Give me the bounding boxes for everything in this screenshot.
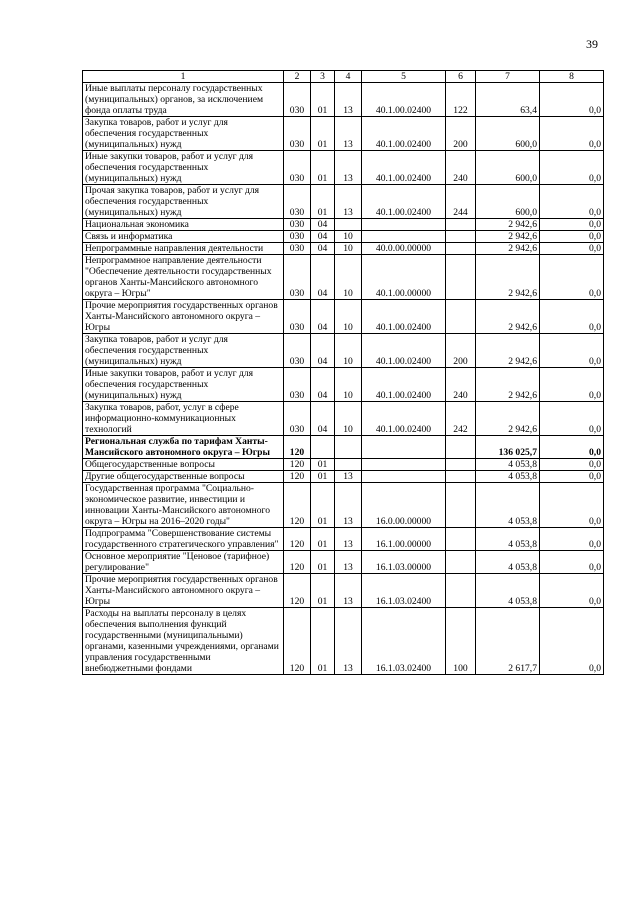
row-csr: 16.1.00.00000 bbox=[362, 528, 446, 551]
table-row bbox=[83, 151, 604, 185]
row-amount-2: 0,0 bbox=[540, 436, 604, 459]
row-vr: 240 bbox=[446, 151, 476, 185]
row-gr: 120 bbox=[284, 436, 311, 459]
row-csr: 40.1.00.02400 bbox=[362, 368, 446, 402]
row-amount-2: 0,0 bbox=[540, 151, 604, 185]
row-amount-2: 0,0 bbox=[540, 459, 604, 471]
page-number: 39 bbox=[586, 37, 598, 51]
row-pr: 10 bbox=[335, 334, 362, 368]
row-amount-2: 0,0 bbox=[540, 185, 604, 219]
budget-table bbox=[82, 70, 604, 675]
header-cell: 6 bbox=[446, 71, 476, 83]
header-cell: 2 bbox=[284, 71, 311, 83]
row-vr: 244 bbox=[446, 185, 476, 219]
row-gr: 120 bbox=[284, 551, 311, 574]
row-amount-2: 0,0 bbox=[540, 255, 604, 300]
row-amount: 136 025,7 bbox=[476, 436, 540, 459]
row-amount-2: 0,0 bbox=[540, 402, 604, 436]
table-row bbox=[83, 243, 604, 255]
row-csr: 16.0.00.00000 bbox=[362, 483, 446, 528]
row-amount: 2 942,6 bbox=[476, 334, 540, 368]
row-vr: 122 bbox=[446, 83, 476, 117]
row-name: Государственная программа "Социально-экономическое развитие, инвестиции и инновации Ханты-Мансийского автономного округа – Югры на 2016–2020 годы" bbox=[83, 483, 284, 528]
row-pr: 13 bbox=[335, 551, 362, 574]
table-row bbox=[83, 551, 604, 574]
row-name: Закупка товаров, работ и услуг для обеспечения государственных (муниципальных) нужд bbox=[83, 334, 284, 368]
row-gr: 120 bbox=[284, 471, 311, 483]
row-name: Прочие мероприятия государственных органов Ханты-Мансийского автономного округа – Югры bbox=[83, 574, 284, 608]
row-amount-2: 0,0 bbox=[540, 300, 604, 334]
row-rz: 01 bbox=[311, 608, 335, 675]
row-name: Непрограммное направление деятельности "Обеспечение деятельности государственных органов Ханты-Мансийского автономного округа – Югры" bbox=[83, 255, 284, 300]
row-pr: 10 bbox=[335, 231, 362, 243]
row-name: Другие общегосударственные вопросы bbox=[83, 471, 284, 483]
table-row bbox=[83, 83, 604, 117]
row-vr: 200 bbox=[446, 334, 476, 368]
row-rz: 01 bbox=[311, 83, 335, 117]
row-pr: 13 bbox=[335, 83, 362, 117]
table-row bbox=[83, 483, 604, 528]
row-amount: 2 942,6 bbox=[476, 368, 540, 402]
row-rz: 01 bbox=[311, 459, 335, 471]
header-cell: 1 bbox=[83, 71, 284, 83]
row-name: Закупка товаров, работ, услуг в сфере информационно-коммуникационных технологий bbox=[83, 402, 284, 436]
row-csr: 16.1.03.00000 bbox=[362, 551, 446, 574]
row-vr bbox=[446, 471, 476, 483]
row-amount-2: 0,0 bbox=[540, 231, 604, 243]
row-amount: 63,4 bbox=[476, 83, 540, 117]
row-amount: 4 053,8 bbox=[476, 471, 540, 483]
row-csr bbox=[362, 219, 446, 231]
row-vr bbox=[446, 459, 476, 471]
row-amount: 4 053,8 bbox=[476, 551, 540, 574]
row-csr: 40.0.00.00000 bbox=[362, 243, 446, 255]
row-amount-2: 0,0 bbox=[540, 334, 604, 368]
row-rz: 04 bbox=[311, 231, 335, 243]
row-gr: 120 bbox=[284, 608, 311, 675]
row-vr bbox=[446, 528, 476, 551]
row-name: Прочая закупка товаров, работ и услуг для обеспечения государственных (муниципальных) нужд bbox=[83, 185, 284, 219]
header-cell: 7 bbox=[476, 71, 540, 83]
row-csr bbox=[362, 459, 446, 471]
row-vr bbox=[446, 436, 476, 459]
row-pr: 10 bbox=[335, 402, 362, 436]
row-amount-2: 0,0 bbox=[540, 483, 604, 528]
row-pr: 13 bbox=[335, 471, 362, 483]
table-header-row bbox=[83, 71, 604, 83]
row-name: Региональная служба по тарифам Ханты-Мансийского автономного округа – Югры bbox=[83, 436, 284, 459]
row-amount-2: 0,0 bbox=[540, 219, 604, 231]
row-vr bbox=[446, 243, 476, 255]
row-pr: 13 bbox=[335, 483, 362, 528]
row-amount-2: 0,0 bbox=[540, 83, 604, 117]
row-pr: 13 bbox=[335, 185, 362, 219]
row-gr: 030 bbox=[284, 219, 311, 231]
row-pr: 10 bbox=[335, 255, 362, 300]
table-row bbox=[83, 459, 604, 471]
row-amount-2: 0,0 bbox=[540, 368, 604, 402]
row-name: Расходы на выплаты персоналу в целях обеспечения выполнения функций государственными (муниципальными) органами, казенными учреждениями, органами управления государственными внебюджетными фондами bbox=[83, 608, 284, 675]
row-name: Иные закупки товаров, работ и услуг для обеспечения государственных (муниципальных) нужд bbox=[83, 151, 284, 185]
row-gr: 030 bbox=[284, 334, 311, 368]
row-vr: 100 bbox=[446, 608, 476, 675]
row-amount-2: 0,0 bbox=[540, 243, 604, 255]
row-name: Прочие мероприятия государственных органов Ханты-Мансийского автономного округа – Югры bbox=[83, 300, 284, 334]
row-rz: 04 bbox=[311, 219, 335, 231]
row-amount-2: 0,0 bbox=[540, 608, 604, 675]
row-name: Общегосударственные вопросы bbox=[83, 459, 284, 471]
header-cell: 3 bbox=[311, 71, 335, 83]
table-row bbox=[83, 608, 604, 675]
row-pr: 13 bbox=[335, 117, 362, 151]
row-gr: 030 bbox=[284, 243, 311, 255]
table-body bbox=[83, 83, 604, 675]
row-amount: 2 942,6 bbox=[476, 243, 540, 255]
row-pr: 10 bbox=[335, 368, 362, 402]
row-amount: 600,0 bbox=[476, 117, 540, 151]
table-row bbox=[83, 574, 604, 608]
row-amount: 2 942,6 bbox=[476, 255, 540, 300]
row-name: Основное мероприятие "Ценовое (тарифное) регулирование" bbox=[83, 551, 284, 574]
row-amount: 4 053,8 bbox=[476, 574, 540, 608]
row-vr: 240 bbox=[446, 368, 476, 402]
row-gr: 120 bbox=[284, 483, 311, 528]
row-pr bbox=[335, 459, 362, 471]
header-cell: 4 bbox=[335, 71, 362, 83]
row-name: Закупка товаров, работ и услуг для обеспечения государственных (муниципальных) нужд bbox=[83, 117, 284, 151]
row-amount-2: 0,0 bbox=[540, 528, 604, 551]
row-amount: 600,0 bbox=[476, 185, 540, 219]
row-name: Иные закупки товаров, работ и услуг для обеспечения государственных (муниципальных) нужд bbox=[83, 368, 284, 402]
row-name: Национальная экономика bbox=[83, 219, 284, 231]
table-row bbox=[83, 436, 604, 459]
row-rz: 01 bbox=[311, 471, 335, 483]
row-amount: 4 053,8 bbox=[476, 528, 540, 551]
table-row bbox=[83, 471, 604, 483]
row-gr: 030 bbox=[284, 185, 311, 219]
row-gr: 120 bbox=[284, 528, 311, 551]
row-csr: 40.1.00.02400 bbox=[362, 83, 446, 117]
row-rz: 04 bbox=[311, 243, 335, 255]
row-amount: 4 053,8 bbox=[476, 483, 540, 528]
row-amount: 2 942,6 bbox=[476, 219, 540, 231]
row-vr: 200 bbox=[446, 117, 476, 151]
table-row bbox=[83, 255, 604, 300]
table-row bbox=[83, 528, 604, 551]
row-amount-2: 0,0 bbox=[540, 551, 604, 574]
row-csr: 40.1.00.02400 bbox=[362, 185, 446, 219]
row-rz: 01 bbox=[311, 551, 335, 574]
row-pr: 13 bbox=[335, 574, 362, 608]
row-csr: 16.1.03.02400 bbox=[362, 574, 446, 608]
row-rz: 01 bbox=[311, 528, 335, 551]
row-gr: 030 bbox=[284, 255, 311, 300]
header-cell: 8 bbox=[540, 71, 604, 83]
row-rz: 04 bbox=[311, 334, 335, 368]
row-gr: 120 bbox=[284, 459, 311, 471]
row-gr: 030 bbox=[284, 117, 311, 151]
row-vr bbox=[446, 551, 476, 574]
row-csr: 40.1.00.00000 bbox=[362, 255, 446, 300]
row-vr: 242 bbox=[446, 402, 476, 436]
row-vr bbox=[446, 574, 476, 608]
row-csr bbox=[362, 471, 446, 483]
row-vr bbox=[446, 255, 476, 300]
row-csr: 40.1.00.02400 bbox=[362, 402, 446, 436]
row-rz: 04 bbox=[311, 255, 335, 300]
row-csr: 40.1.00.02400 bbox=[362, 151, 446, 185]
row-amount: 2 942,6 bbox=[476, 300, 540, 334]
row-amount: 2 942,6 bbox=[476, 231, 540, 243]
row-name: Непрограммные направления деятельности bbox=[83, 243, 284, 255]
row-amount: 2 942,6 bbox=[476, 402, 540, 436]
row-rz bbox=[311, 436, 335, 459]
row-csr: 40.1.00.02400 bbox=[362, 334, 446, 368]
row-vr bbox=[446, 219, 476, 231]
table-row bbox=[83, 368, 604, 402]
row-vr bbox=[446, 231, 476, 243]
row-csr: 40.1.00.02400 bbox=[362, 117, 446, 151]
row-pr: 10 bbox=[335, 300, 362, 334]
row-pr bbox=[335, 219, 362, 231]
row-rz: 01 bbox=[311, 185, 335, 219]
header-cell: 5 bbox=[362, 71, 446, 83]
row-csr: 16.1.03.02400 bbox=[362, 608, 446, 675]
table-row bbox=[83, 334, 604, 368]
table-row bbox=[83, 185, 604, 219]
row-amount-2: 0,0 bbox=[540, 471, 604, 483]
row-rz: 04 bbox=[311, 402, 335, 436]
row-csr: 40.1.00.02400 bbox=[362, 300, 446, 334]
row-rz: 04 bbox=[311, 300, 335, 334]
row-pr: 10 bbox=[335, 243, 362, 255]
row-gr: 030 bbox=[284, 402, 311, 436]
row-name: Связь и информатика bbox=[83, 231, 284, 243]
row-gr: 030 bbox=[284, 151, 311, 185]
row-name: Иные выплаты персоналу государственных (муниципальных) органов, за исключением фонда оплаты труда bbox=[83, 83, 284, 117]
row-pr: 13 bbox=[335, 528, 362, 551]
row-rz: 01 bbox=[311, 483, 335, 528]
row-pr: 13 bbox=[335, 608, 362, 675]
table-row bbox=[83, 402, 604, 436]
row-rz: 01 bbox=[311, 151, 335, 185]
table-row bbox=[83, 117, 604, 151]
row-csr bbox=[362, 231, 446, 243]
row-csr bbox=[362, 436, 446, 459]
table-row bbox=[83, 300, 604, 334]
row-vr bbox=[446, 300, 476, 334]
row-amount: 4 053,8 bbox=[476, 459, 540, 471]
row-name: Подпрограмма "Совершенствование системы государственного стратегического управления" bbox=[83, 528, 284, 551]
row-amount-2: 0,0 bbox=[540, 574, 604, 608]
row-pr bbox=[335, 436, 362, 459]
table-row bbox=[83, 219, 604, 231]
row-gr: 030 bbox=[284, 368, 311, 402]
row-gr: 030 bbox=[284, 83, 311, 117]
row-amount-2: 0,0 bbox=[540, 117, 604, 151]
row-amount: 2 617,7 bbox=[476, 608, 540, 675]
row-pr: 13 bbox=[335, 151, 362, 185]
row-rz: 01 bbox=[311, 574, 335, 608]
row-gr: 030 bbox=[284, 300, 311, 334]
row-vr bbox=[446, 483, 476, 528]
row-rz: 01 bbox=[311, 117, 335, 151]
row-gr: 120 bbox=[284, 574, 311, 608]
row-amount: 600,0 bbox=[476, 151, 540, 185]
table-row bbox=[83, 231, 604, 243]
row-rz: 04 bbox=[311, 368, 335, 402]
row-gr: 030 bbox=[284, 231, 311, 243]
